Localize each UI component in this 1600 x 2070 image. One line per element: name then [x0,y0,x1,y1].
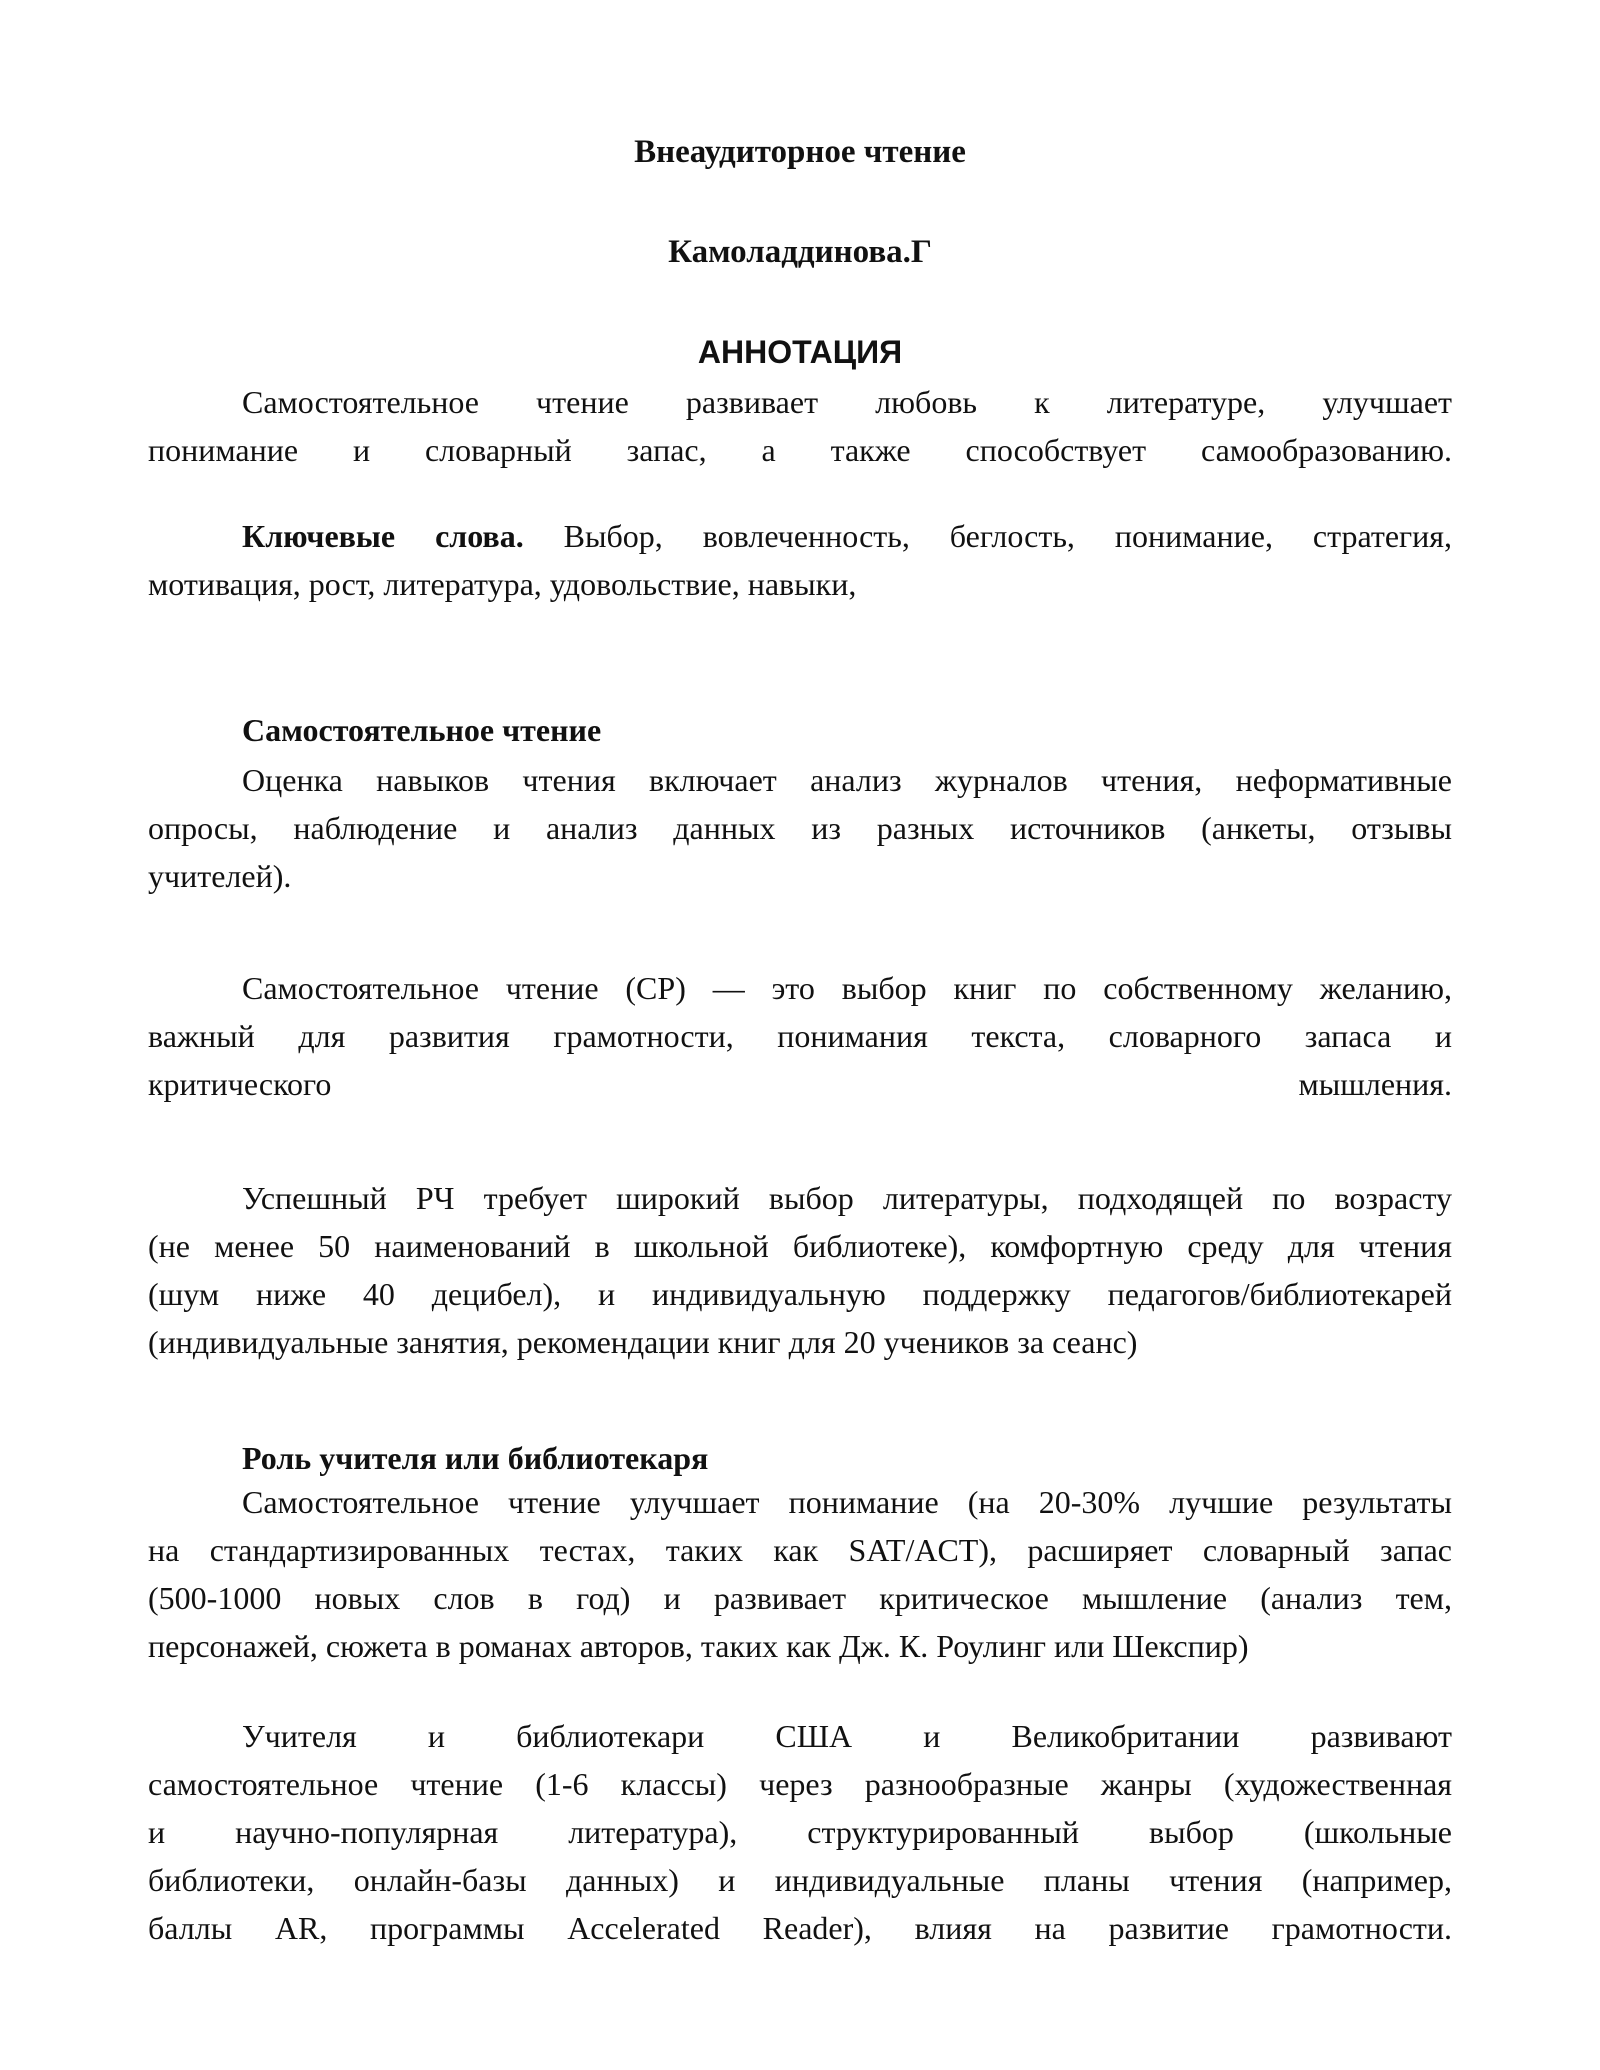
paragraph-line: Учителя и библиотекари США и Великобритании развивают [242,1718,1452,1754]
practices-paragraph [148,1712,1452,1952]
keywords-line: мотивация, рост, литература, удовольствие, навыки, [148,566,857,602]
paragraph-line: (500-1000 новых слов в год) и развивает критическое мышление (анализ тем, [148,1580,1452,1616]
annotation-paragraph [148,378,1452,474]
paragraph-line: важный для развития грамотности, понимания текста, словарного запаса и [148,1018,1452,1054]
paragraph-line: на стандартизированных тестах, таких как SAT/ACT), расширяет словарный запас [148,1532,1452,1568]
keywords-label: Ключевые слова. [242,518,524,554]
paragraph-line: (шум ниже 40 децибел), и индивидуальную поддержку педагогов/библиотекарей [148,1276,1452,1312]
paragraph-line: опросы, наблюдение и анализ данных из разных источников (анкеты, отзывы [148,810,1452,846]
annotation-line: понимание и словарный запас, а также способствует самообразованию. [148,432,1452,468]
paragraph-line: учителей). [148,858,292,894]
paragraph-line: Самостоятельное чтение улучшает понимание (на 20-30% лучшие результаты [242,1484,1452,1520]
keywords-line [148,512,1452,560]
assessment-paragraph [148,756,1452,900]
paragraph-line: библиотеки, онлайн-базы данных) и индивидуальные планы чтения (например, [148,1862,1452,1898]
paragraph-line: (индивидуальные занятия, рекомендации книг для 20 учеников за сеанс) [148,1324,1138,1360]
paragraph-line: Оценка навыков чтения включает анализ журналов чтения, неформативные [242,762,1452,798]
annotation-heading: АННОТАЦИЯ [697,334,903,370]
requirements-paragraph [148,1174,1452,1366]
paragraph-line: Самостоятельное чтение (СР) — это выбор книг по собственному желанию, [242,970,1452,1006]
author-name: Камоладдинова.Г [668,234,932,270]
section-heading-teacher-role: Роль учителя или библиотекаря [242,1440,709,1476]
paragraph-line: и научно-популярная литература), структурированный выбор (школьные [148,1814,1452,1850]
paragraph-line: критического мышления. [148,1066,1452,1102]
paragraph-line: самостоятельное чтение (1-6 классы) через разнообразные жанры (художественная [148,1766,1452,1802]
definition-paragraph [148,964,1452,1108]
annotation-line: Самостоятельное чтение развивает любовь к литературе, улучшает [242,384,1452,420]
paragraph-line: баллы AR, программы Accelerated Reader), влияя на развитие грамотности. [148,1910,1452,1946]
section-heading-independent-reading: Самостоятельное чтение [242,712,602,748]
paragraph-line: Успешный РЧ требует широкий выбор литературы, подходящей по возрасту [242,1180,1452,1216]
paragraph-line: персонажей, сюжета в романах авторов, таких как Дж. К. Роулинг или Шекспир) [148,1628,1249,1664]
keywords-list-start: Выбор, вовлеченность, беглость, понимание, стратегия, [523,518,1453,554]
benefits-paragraph [148,1478,1452,1670]
paragraph-line: (не менее 50 наименований в школьной библиотеке), комфортную среду для чтения [148,1228,1452,1264]
document-title: Внеаудиторное чтение [634,134,966,170]
keywords-paragraph [148,512,1452,608]
